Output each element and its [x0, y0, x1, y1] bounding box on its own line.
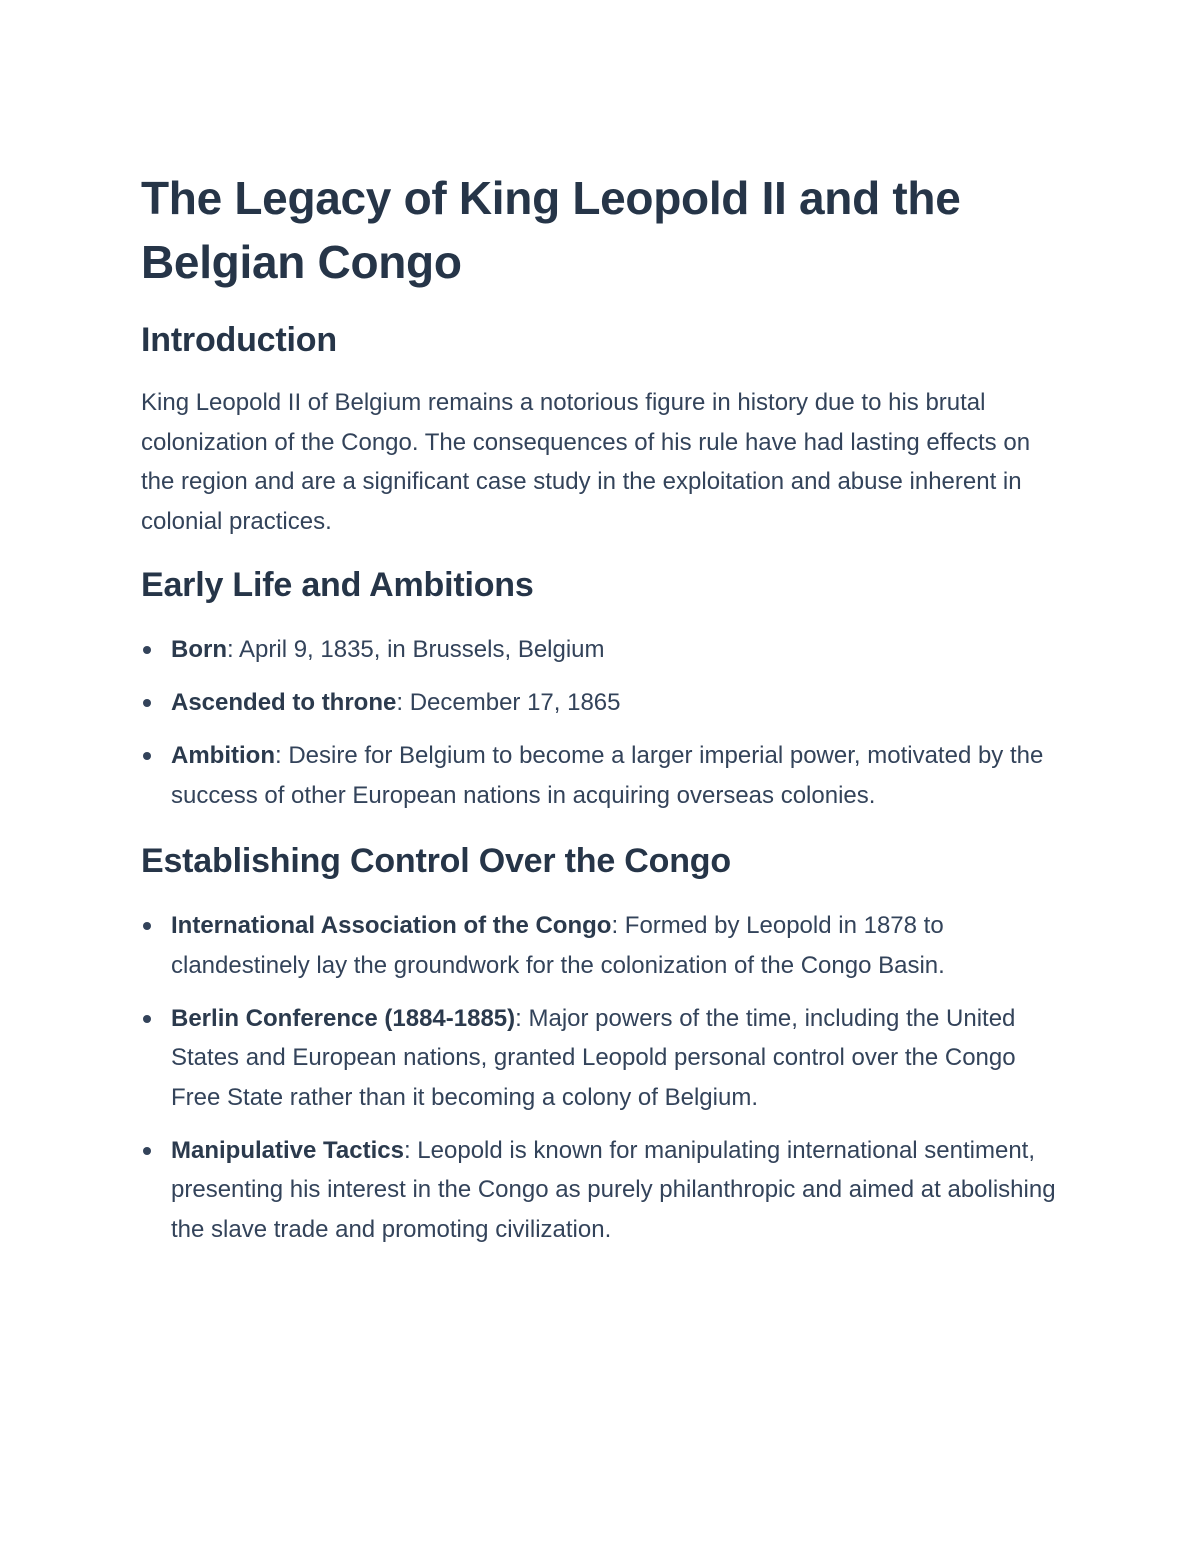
page-title: The Legacy of King Leopold II and the Belgian Congo	[141, 172, 961, 288]
list-item-term: Berlin Conference (1884-1885)	[171, 1004, 516, 1032]
bullet-icon	[143, 1147, 151, 1155]
list-item-text: : Major powers of the time, including the United States and European nations, granted Leopold personal control over the Congo Free State rather than it becoming a colony of Belgium.	[171, 1004, 1016, 1111]
early-life-list	[141, 630, 1061, 815]
list-item-term: Born	[171, 636, 227, 663]
list-item-term: Ascended to throne	[171, 689, 397, 716]
list-item-text: : Desire for Belgium to become a larger imperial power, motivated by the success of other European nations in acquiring overseas colonies.	[171, 742, 1044, 809]
section-heading-early-life: Early Life and Ambitions	[141, 566, 534, 604]
establishing-control-list	[141, 906, 1061, 1249]
bullet-icon	[143, 1015, 151, 1023]
list-item-text: : April 9, 1835, in Brussels, Belgium	[227, 636, 605, 663]
list-item-text: : Formed by Leopold in 1878 to clandestinely lay the groundwork for the colonization of the Congo Basin.	[171, 912, 945, 979]
introduction-paragraph: King Leopold II of Belgium remains a notorious figure in history due to his brutal colonization of the Congo. The consequences of his rule have had lasting effects on the region and are a significant case study in the exploitation and abuse inherent in colonial practices.	[141, 389, 1031, 535]
list-item	[141, 999, 1061, 1118]
list-item-term: Ambition	[171, 742, 275, 769]
list-item	[141, 630, 1061, 670]
list-item-term: Manipulative Tactics	[171, 1136, 404, 1164]
list-item	[141, 736, 1061, 815]
list-item	[141, 683, 1061, 723]
bullet-icon	[143, 699, 151, 707]
document-page	[141, 166, 1061, 1249]
list-item	[141, 1131, 1061, 1250]
list-item	[141, 906, 1061, 985]
list-item-text: : December 17, 1865	[396, 689, 621, 716]
bullet-icon	[143, 752, 151, 760]
list-item-text: : Leopold is known for manipulating international sentiment, presenting his interest in the Congo as purely philanthropic and aimed at abolishing the slave trade and promoting civilization.	[171, 1136, 1056, 1243]
section-heading-introduction: Introduction	[141, 321, 337, 359]
list-item-term: International Association of the Congo	[171, 912, 612, 939]
bullet-icon	[143, 646, 151, 654]
section-heading-establishing-control: Establishing Control Over the Congo	[141, 842, 731, 880]
bullet-icon	[143, 922, 151, 930]
